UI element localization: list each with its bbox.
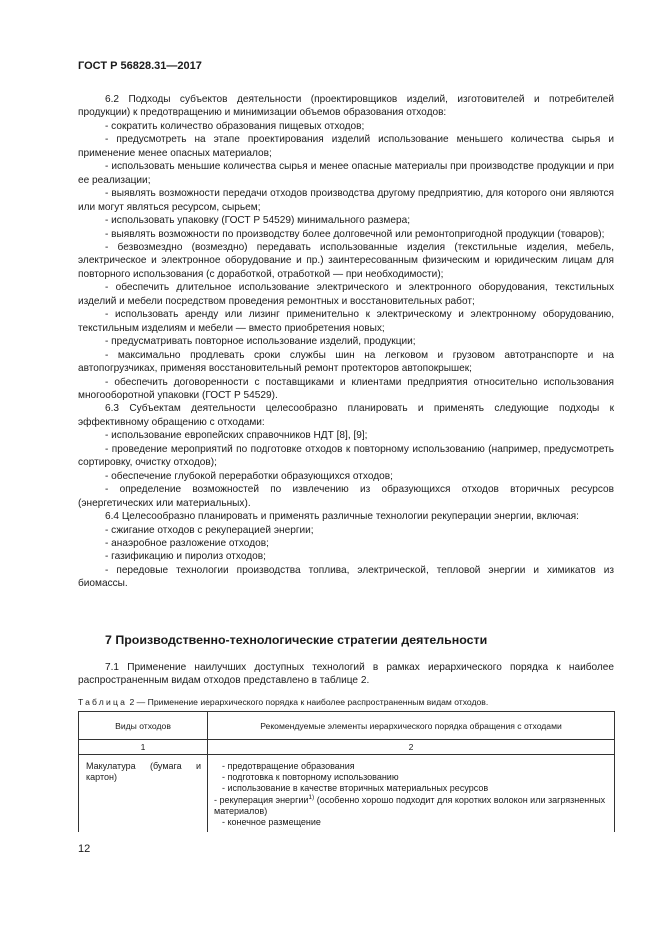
footnote-marker: 1) bbox=[308, 793, 315, 801]
table-caption bbox=[78, 697, 488, 707]
list-item: - определение возможностей по извлечению из образующихся отходов вторичных ресурсов (энергетических или материальных). bbox=[78, 484, 614, 509]
list-item: - предусмотреть на этапе проектирования изделий использование меньшего количества сырья и применение менее опасных материалов; bbox=[78, 134, 614, 159]
list-item: - максимально продлевать сроки службы шин на легковом и грузовом автотранспорте и на автопогрузчиках, применяя восстановительный ремонт протекторов автопокрышек; bbox=[78, 349, 614, 375]
hierarchy-item-text: - рекуперация энергии bbox=[214, 794, 309, 805]
body-text bbox=[78, 93, 614, 591]
list-item: - выявлять возможности по производству более долговечной или ремонтопригодной продукции (товаров); bbox=[105, 228, 605, 240]
hierarchy-item: - подготовка к повторному использованию bbox=[222, 772, 399, 783]
table-caption-label: Таблица bbox=[78, 697, 128, 707]
hierarchy-item: - конечное размещение bbox=[222, 817, 321, 828]
waste-type-cell bbox=[79, 755, 208, 833]
table-header-row bbox=[79, 712, 615, 740]
list-item: - сократить количество образования пищевых отходов; bbox=[105, 120, 365, 132]
section-7-heading: 7 Производственно-технологические стратегии деятельности bbox=[105, 633, 488, 647]
table-row bbox=[79, 755, 615, 833]
list-item: - безвозмездно (возмездно) передавать использованные изделия (текстильные изделия, мебель, электрическое и электронное оборудование и пр.) заинтересованным физическим и юридическим лицам для повторного использования (с доработкой, отработкой — при необходимости); bbox=[78, 241, 614, 280]
paragraph-6-2: 6.2 Подходы субъектов деятельности (проектировщиков изделий, изготовителей и потребителей продукции) к предотвращению и минимизации объемов образования отходов: bbox=[78, 94, 614, 119]
column-number-2: 2 bbox=[208, 740, 615, 755]
hierarchy-item: - использование в качестве вторичных материальных ресурсов bbox=[222, 783, 489, 794]
list-item: - анаэробное разложение отходов; bbox=[105, 537, 269, 549]
hierarchy-cell bbox=[208, 755, 615, 833]
table-caption-text: 2 — Применение иерархического порядка к наиболее распространенным видам отходов. bbox=[127, 697, 489, 707]
paragraph-7-1: 7.1 Применение наилучших доступных технологий в рамках иерархического порядка к наиболее распространенным видам отходов представлено в таблице 2. bbox=[78, 662, 614, 687]
hierarchy-item-text: (особенно хорошо подходит для коротких волокон или загрязненных материалов) bbox=[214, 794, 606, 816]
list-item: - использовать аренду или лизинг применительно к электрическому и электронному оборудованию, текстильным изделиям и мебели — вместо приобретения новых; bbox=[78, 309, 614, 334]
hierarchy-item bbox=[208, 795, 606, 817]
list-item: - предусматривать повторное использование изделий, продукции; bbox=[105, 336, 416, 348]
list-item: - газификацию и пиролиз отходов; bbox=[105, 551, 266, 563]
list-item: - обеспечение глубокой переработки образующихся отходов; bbox=[105, 470, 393, 482]
waste-type-label: Макулатура (бумага и картон) bbox=[86, 761, 201, 783]
column-header-hierarchy: Рекомендуемые элементы иерархического порядка обращения с отходами bbox=[208, 712, 615, 740]
list-item: - использовать меньшие количества сырья и менее опасные материалы при производстве продукции и при ее реализации; bbox=[78, 161, 614, 186]
list-item: - сжигание отходов с рекуперацией энергии; bbox=[105, 524, 314, 536]
list-item: - обеспечить длительное использование электрического и электронного оборудования, текстильных изделий и мебели посредством проведения ремонтных и восстановительных работ; bbox=[78, 282, 614, 307]
waste-hierarchy-table bbox=[78, 711, 615, 832]
list-item: - проведение мероприятий по подготовке отходов к повторному использованию (например, предусмотреть сортировку, очистку отходов); bbox=[78, 443, 614, 469]
list-item: - выявлять возможности передачи отходов производства другому предприятию, для которого они являются или могут являться ресурсом, сырьем; bbox=[78, 188, 614, 213]
column-header-waste-type: Виды отходов bbox=[79, 712, 208, 740]
column-number-1: 1 bbox=[79, 740, 208, 755]
list-item: - обеспечить договоренности с поставщиками и клиентами предприятия относительно использования многооборотной упаковки (ГОСТ Р 54529). bbox=[78, 376, 614, 401]
table-column-numbers-row bbox=[79, 740, 615, 755]
hierarchy-items bbox=[208, 755, 614, 828]
paragraph-6-4: 6.4 Целесообразно планировать и применять различные технологии рекуперации энергии, включая: bbox=[105, 511, 579, 523]
page-number: 12 bbox=[78, 843, 91, 855]
hierarchy-item: - предотвращение образования bbox=[222, 761, 355, 771]
list-item: - передовые технологии производства топлива, электрической, тепловой энергии и химикатов из биомассы. bbox=[78, 564, 614, 590]
list-item: - использовать упаковку (ГОСТ Р 54529) минимального размера; bbox=[105, 215, 411, 227]
document-header: ГОСТ Р 56828.31—2017 bbox=[78, 60, 202, 72]
list-item: - использование европейских справочников НДТ [8], [9]; bbox=[105, 430, 368, 442]
paragraph-6-3: 6.3 Субъектам деятельности целесообразно планировать и применять следующие подходы к эффективному обращению с отходами: bbox=[78, 403, 614, 428]
